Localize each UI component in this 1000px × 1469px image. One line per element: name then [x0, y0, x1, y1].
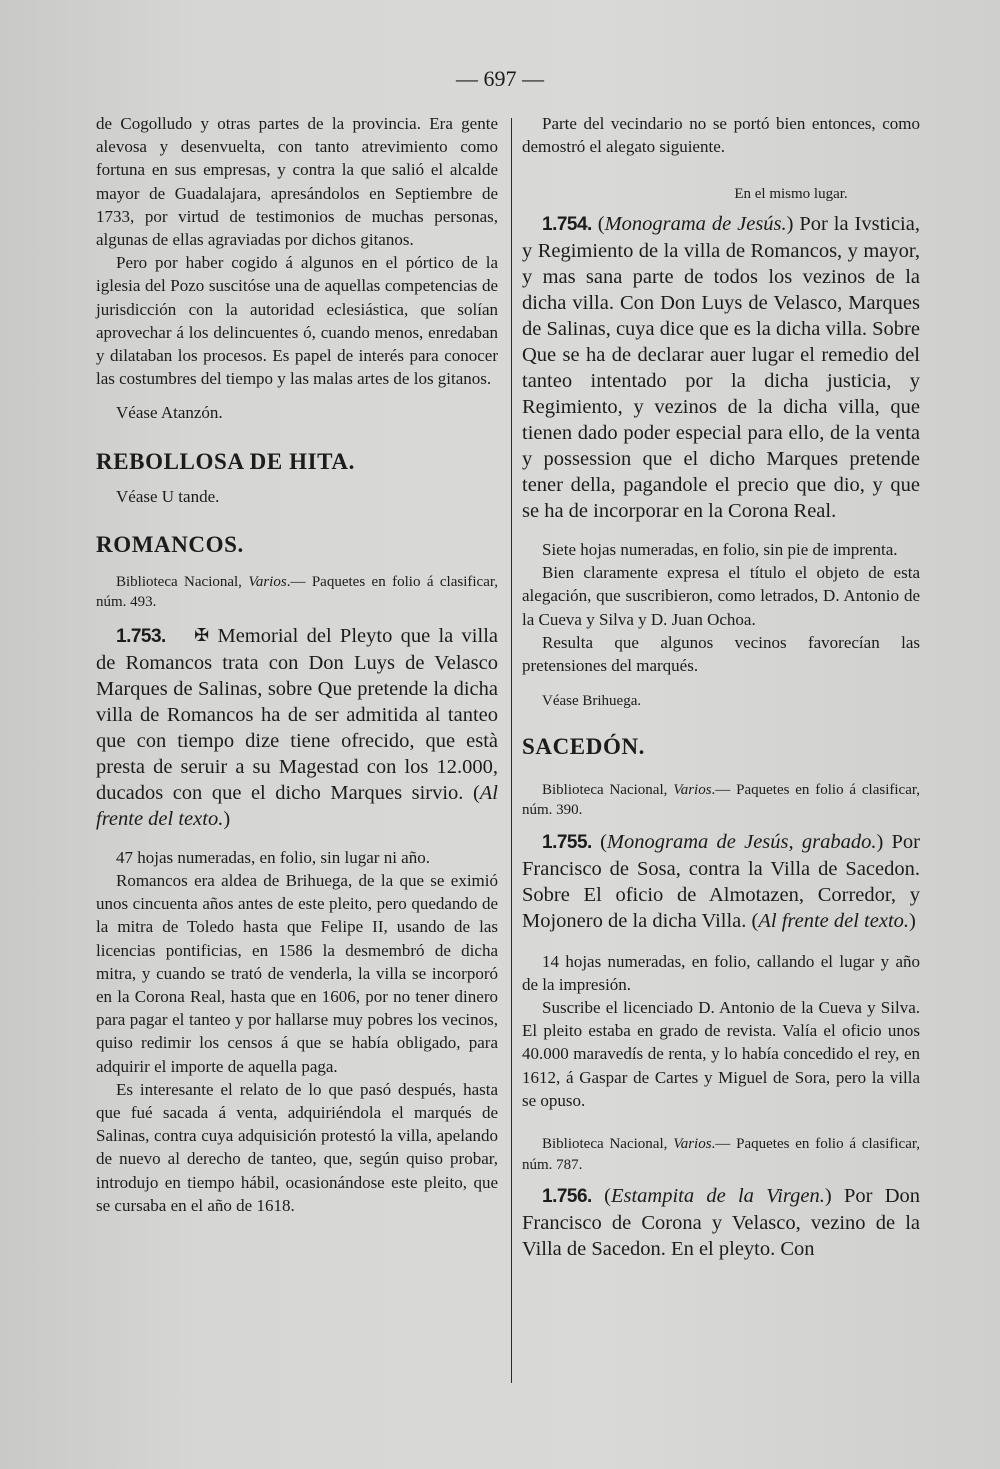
entry-title: ) Por la Ivsticia, y Regimiento de la villa de Romancos, y mayor, y mas sana parte de todos los vezinos de la dicha villa. Con Don Luys de Velasco, Marques de Salinas, cuya dice que es la dicha villa. Sobre Que se ha de declarar auer lugar el remedio del tanteo intentado por la dicha justicia, y Regimiento, y vezinos de la dicha villa, que tienen dado poder especial para ello, de la venta y possession que el dicho Marques pretende tener della, pagandole el precio que dio, y que se ha de incorporar en la Corona Real. [522, 212, 920, 522]
catalog-entry-1754 [522, 211, 920, 524]
entry-description-1755: 14 hojas numeradas, en folio, callando el lugar y año de la impresión. [522, 951, 920, 994]
cross-icon: ✠ [194, 624, 210, 646]
right-continued-paragraph: Parte del vecindario no se portó bien entonces, como demostró el alegato siguiente. [522, 114, 920, 157]
left-paragraph-gitanos: Pero por haber cogido á algunos en el pórtico de la iglesia del Pozo suscitóse una de aquellas competencias de jurisdicción con la autoridad eclesiástica, que solían aprovechar á los delincuentes ó, cuando menos, enredaban y dilataban los procesos. Es papel de interés para conocer las costumbres del tiempo y las malas artes de los gitanos. [96, 253, 498, 389]
entry-note-open: ( [600, 830, 607, 853]
left-paragraph-romancos-history: Romancos era aldea de Brihuega, de la que se eximió unos cincuenta años antes de este pleito, pero quedando de la mitra de Toledo hasta que Felipe II, usando de las licencias pontificias, en 1586 la desmembró de dicha mitra, y cuando se trató de venderla, la villa se incorporó en la Corona Real, hasta que en 1606, por no tener dinero para pagar el tanteo y por hallarse muy pobres los vecinos, quiso redimir los censos á que se había obligado, para adquirir el importe de aquella paga. [96, 871, 498, 1076]
left-paragraph-romancos-sale: Es interesante el relato de lo que pasó después, hasta que fué sacada á venta, adquiriéndola el marqués de Salinas, contra cuya adquisición protestó la villa, apelando de nuevo al derecho de tanteo, que, según quiso probar, introdujo en tiempo hábil, ocasionándose este pleito, que se cursaba en el año de 1618. [96, 1079, 498, 1215]
see-also-brihuega: Véase Brihuega. [542, 693, 642, 710]
entry-number: 1.754. [542, 213, 592, 235]
reference-library: Biblioteca Nacional, [542, 1136, 674, 1153]
entry-note-close: ) [909, 909, 916, 932]
section-heading-rebollosa: REBOLLOSA DE HITA. [96, 448, 355, 474]
entry-note-open: ( [597, 212, 605, 235]
reference-library: Biblioteca Nacional, [116, 573, 249, 590]
reference-collection: Varios [248, 573, 287, 590]
left-column [96, 112, 498, 1217]
catalog-entry-1753 [96, 623, 498, 832]
right-paragraph-vecinos: Resulta que algunos vecinos favorecían las pretensiones del marqués. [522, 632, 920, 675]
reference-shelfmark: .— Paquetes en folio á clasificar, núm. 493. [96, 573, 499, 611]
library-reference-sacedon-2 [522, 1134, 920, 1175]
column-divider [511, 118, 512, 1383]
same-place-note: En el mismo lugar. [734, 186, 848, 203]
reference-library: Biblioteca Nacional, [542, 781, 674, 798]
entry-description-1753: 47 hojas numeradas, en folio, sin lugar ni año. [116, 847, 430, 867]
entry-note-close: ) [223, 807, 231, 830]
entry-note-open: ( [604, 1185, 611, 1208]
entry-number: 1.756. [542, 1186, 592, 1208]
entry-number: 1.753. [116, 625, 166, 647]
entry-title: Memorial del Pleyto que la villa de Romancos trata con Don Luys de Velasco Marques de Salinas, sobre Que pretende la dicha villa de Romancos ha de ser admitida al tanteo que con tiempo dize tiene ofrecido, que està presta de seruir a su Magestad con los 12.000, ducados con que el dicho Marques sirvio. ( [96, 624, 498, 804]
right-column [522, 112, 920, 1262]
entry-title: ) Por Francisco de Sosa, contra la Villa de Sacedon. Sobre El oficio de Almotazen, Corredor, y Mojonero de la dicha Villa. ( [522, 830, 921, 932]
see-also-utande: Véase U tande. [116, 486, 220, 506]
entry-note-2: Al frente del texto. [758, 909, 910, 932]
left-continued-paragraph: de Cogolludo y otras partes de la provincia. Era gente alevosa y desenvuelta, con tanto atrevimiento como fortuna en sus empresas, y contra la que salió el alcalde mayor de Guadalajara, apresándolos en Septiembre de 1733, por virtud de testimonios de muchas personas, algunas de ellas agraviadas por dichos gitanos. [96, 114, 498, 250]
reference-shelfmark: .— Paquetes en folio á clasificar, núm. 390. [522, 781, 921, 819]
catalog-entry-1755 [522, 829, 920, 934]
entry-description-1754: Siete hojas numeradas, en folio, sin pie de imprenta. [542, 539, 898, 559]
catalog-entry-1756 [522, 1183, 920, 1262]
library-reference-romancos [96, 572, 498, 613]
section-heading-romancos: ROMANCOS. [96, 531, 244, 557]
entry-number: 1.755. [542, 831, 592, 853]
entry-note: Al frente del texto. [96, 781, 498, 830]
library-reference-sacedon [522, 780, 920, 821]
reference-collection: Varios [673, 781, 712, 798]
right-paragraph-alegacion: Bien claramente expresa el título el objeto de esta alegación, que suscribieron, como letrados, D. Antonio de la Cueva y Silva y D. Juan Ochoa. [522, 563, 920, 629]
page-number: — 697 — [456, 66, 544, 91]
right-paragraph-sacedon: Suscribe el licenciado D. Antonio de la Cueva y Silva. El pleito estaba en grado de revista. Valía el oficio unos 40.000 maravedís de renta, y lo había concedido el rey, en 1612, á Gaspar de Cartes y Miguel de Sora, pero la villa se opuso. [522, 998, 920, 1110]
reference-collection: Varios [673, 1136, 712, 1153]
entry-note: Monograma de Jesús. [604, 212, 787, 235]
see-also-atanzon: Véase Atanzón. [116, 403, 223, 423]
entry-title: ) Por Don Francisco de Corona y Velasco, vezino de la Villa de Sacedon. En el pleyto. Con [522, 1185, 921, 1261]
entry-note: Monograma de Jesús, grabado. [606, 830, 877, 853]
entry-note: Estampita de la Virgen. [610, 1185, 825, 1208]
section-heading-sacedon: SACEDÓN. [522, 733, 646, 759]
reference-shelfmark: .— Paquetes en folio á clasificar, núm. 787. [522, 1136, 921, 1173]
